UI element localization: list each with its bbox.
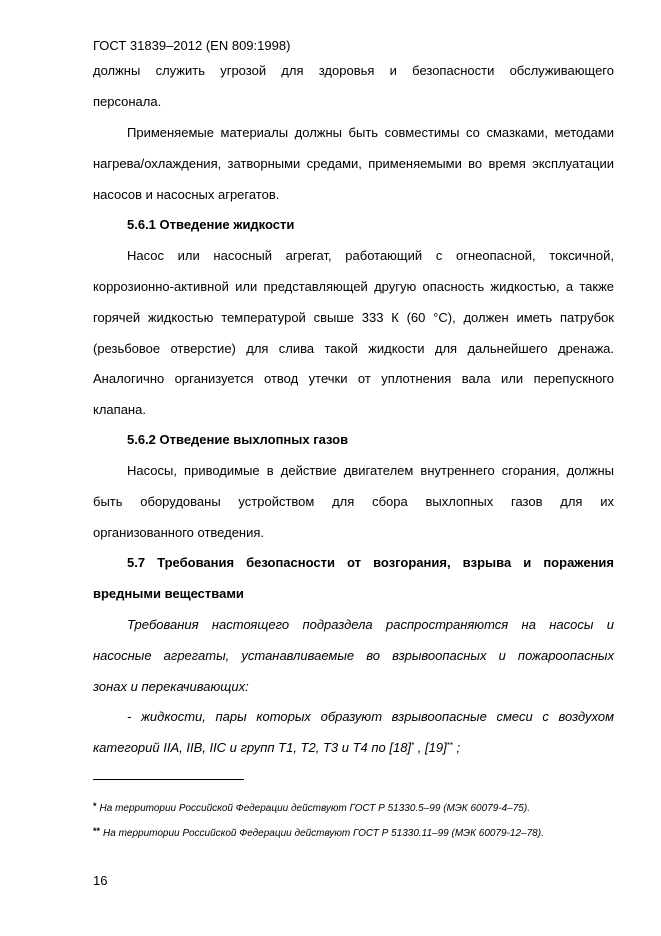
footnote-text: На территории Российской Федерации действуют ГОСТ Р 51330.5–99 (МЭК 60079-4–75). — [99, 803, 530, 814]
body-line: (резьбовое отверстие) для слива такой жидкости для дальнейшего дренажа. — [93, 341, 614, 356]
footnote — [93, 800, 530, 815]
section-heading-5-6-2: 5.6.2 Отведение выхлопных газов — [127, 432, 349, 447]
footnote — [93, 825, 544, 840]
section-heading-5-7: 5.7 Требования безопасности от возгорания, взрыва и поражения — [127, 555, 614, 570]
section-heading-5-6-1: 5.6.1 Отведение жидкости — [127, 217, 295, 232]
body-line-italic: зонах и перекачивающих: — [93, 679, 249, 694]
body-line: нагрева/охлаждения, затворными средами, применяемыми во время эксплуатации — [93, 156, 614, 171]
body-line: организованного отведения. — [93, 525, 265, 540]
footnote-text: На территории Российской Федерации действуют ГОСТ Р 51330.11–99 (МЭК 60079-12–78). — [103, 828, 544, 839]
list-item-line: - жидкости, пары которых образуют взрывоопасные смеси с воздухом — [127, 709, 614, 724]
list-item-line — [93, 740, 614, 756]
body-line: горячей жидкостью температурой свыше 333 К (60 °С), должен иметь патрубок — [93, 310, 614, 325]
section-heading-5-7-cont: вредными веществами — [93, 586, 244, 601]
footnote-ref[interactable]: ** — [446, 741, 453, 750]
footnote-ref[interactable]: * — [411, 741, 415, 750]
body-line: должны служить угрозой для здоровья и безопасности обслуживающего — [93, 63, 614, 78]
list-item-text: , [19] — [414, 740, 447, 755]
body-line: насосов и насосных агрегатов. — [93, 187, 280, 202]
footnote-mark: ** — [93, 826, 101, 836]
body-line: быть оборудованы устройством для сбора выхлопных газов для их — [93, 494, 614, 509]
footnote-mark: * — [93, 801, 97, 811]
document-header: ГОСТ 31839–2012 (EN 809:1998) — [93, 38, 291, 53]
list-item-text: категорий IIА, IIВ, IIС и групп Т1, Т2, Т3 и Т4 по [18] — [93, 740, 412, 755]
body-line: Насосы, приводимые в действие двигателем внутреннего сгорания, должны — [127, 463, 614, 478]
body-line: Применяемые материалы должны быть совместимы со смазками, методами — [127, 125, 614, 140]
body-line: персонала. — [93, 94, 162, 109]
footnote-separator — [93, 779, 244, 780]
body-line-italic: насосные агрегаты, устанавливаемые во взрывоопасных и пожароопасных — [93, 648, 614, 663]
body-line-italic: Требования настоящего подраздела распространяются на насосы и — [127, 617, 614, 632]
list-item-text: ; — [452, 740, 461, 755]
body-line: Насос или насосный агрегат, работающий с огнеопасной, токсичной, — [127, 248, 614, 263]
page-number: 16 — [93, 873, 108, 888]
body-line: коррозионно-активной или представляющей другую опасность жидкостью, а также — [93, 279, 614, 294]
body-line: Аналогично организуется отвод утечки от уплотнения вала или перепускного — [93, 371, 614, 386]
body-line: клапана. — [93, 402, 146, 417]
